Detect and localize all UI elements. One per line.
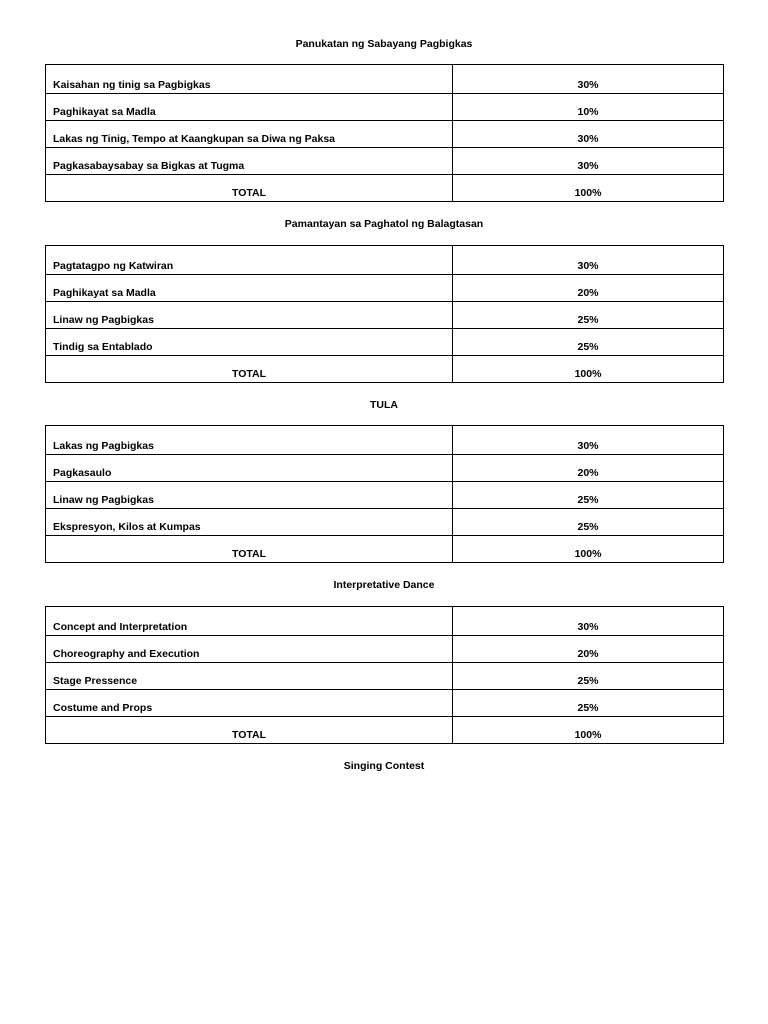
section-title-singing-contest: Singing Contest bbox=[343, 760, 425, 772]
section-title: TULA bbox=[370, 399, 398, 411]
criterion-cell: Paghikayat sa Madla bbox=[46, 275, 453, 302]
table-row bbox=[46, 65, 724, 94]
total-value: 100% bbox=[453, 175, 724, 202]
total-value: 100% bbox=[453, 717, 724, 744]
total-value: 100% bbox=[453, 356, 724, 383]
criterion-cell: Paghikayat sa Madla bbox=[46, 94, 453, 121]
criterion-cell: Ekspresyon, Kilos at Kumpas bbox=[46, 509, 453, 536]
section-title: Interpretative Dance bbox=[333, 579, 435, 591]
criterion-cell: Choreography and Execution bbox=[46, 636, 453, 663]
weight-cell: 25% bbox=[453, 329, 724, 356]
rubric-table-balagtasan bbox=[45, 245, 724, 383]
weight-cell: 30% bbox=[453, 148, 724, 175]
criterion-cell: Tindig sa Entablado bbox=[46, 329, 453, 356]
table-row bbox=[46, 426, 724, 455]
criterion-cell: Lakas ng Tinig, Tempo at Kaangkupan sa Diwa ng Paksa bbox=[46, 121, 453, 148]
section-title: Pamantayan sa Paghatol ng Balagtasan bbox=[284, 218, 484, 230]
weight-cell: 30% bbox=[453, 246, 724, 275]
section-title: Panukatan ng Sabayang Pagbigkas bbox=[295, 38, 473, 50]
table-row bbox=[46, 302, 724, 329]
table-row bbox=[46, 636, 724, 663]
table-row bbox=[46, 246, 724, 275]
total-row bbox=[46, 175, 724, 202]
total-row bbox=[46, 356, 724, 383]
criterion-cell: Stage Pressence bbox=[46, 663, 453, 690]
total-label: TOTAL bbox=[46, 175, 453, 202]
total-label: TOTAL bbox=[46, 356, 453, 383]
criterion-cell: Kaisahan ng tinig sa Pagbigkas bbox=[46, 65, 453, 94]
criterion-cell: Linaw ng Pagbigkas bbox=[46, 302, 453, 329]
weight-cell: 10% bbox=[453, 94, 724, 121]
weight-cell: 25% bbox=[453, 509, 724, 536]
rubric-table-sabayang-pagbigkas bbox=[45, 64, 724, 202]
table-row bbox=[46, 690, 724, 717]
weight-cell: 30% bbox=[453, 121, 724, 148]
weight-cell: 30% bbox=[453, 65, 724, 94]
total-value: 100% bbox=[453, 536, 724, 563]
criterion-cell: Pagtatagpo ng Katwiran bbox=[46, 246, 453, 275]
weight-cell: 30% bbox=[453, 607, 724, 636]
criterion-cell: Costume and Props bbox=[46, 690, 453, 717]
weight-cell: 25% bbox=[453, 302, 724, 329]
weight-cell: 25% bbox=[453, 663, 724, 690]
table-row bbox=[46, 121, 724, 148]
table-row bbox=[46, 275, 724, 302]
weight-cell: 20% bbox=[453, 275, 724, 302]
total-row bbox=[46, 536, 724, 563]
table-row bbox=[46, 482, 724, 509]
table-row bbox=[46, 455, 724, 482]
table-row bbox=[46, 329, 724, 356]
weight-cell: 30% bbox=[453, 426, 724, 455]
rubric-table-interpretative-dance bbox=[45, 606, 724, 744]
criterion-cell: Concept and Interpretation bbox=[46, 607, 453, 636]
total-row bbox=[46, 717, 724, 744]
total-label: TOTAL bbox=[46, 536, 453, 563]
weight-cell: 25% bbox=[453, 690, 724, 717]
table-row bbox=[46, 509, 724, 536]
table-row bbox=[46, 663, 724, 690]
table-row bbox=[46, 607, 724, 636]
criterion-cell: Lakas ng Pagbigkas bbox=[46, 426, 453, 455]
table-row bbox=[46, 148, 724, 175]
weight-cell: 25% bbox=[453, 482, 724, 509]
table-row bbox=[46, 94, 724, 121]
criterion-cell: Linaw ng Pagbigkas bbox=[46, 482, 453, 509]
rubric-table-tula bbox=[45, 425, 724, 563]
weight-cell: 20% bbox=[453, 636, 724, 663]
criterion-cell: Pagkasaulo bbox=[46, 455, 453, 482]
weight-cell: 20% bbox=[453, 455, 724, 482]
total-label: TOTAL bbox=[46, 717, 453, 744]
criterion-cell: Pagkasabaysabay sa Bigkas at Tugma bbox=[46, 148, 453, 175]
